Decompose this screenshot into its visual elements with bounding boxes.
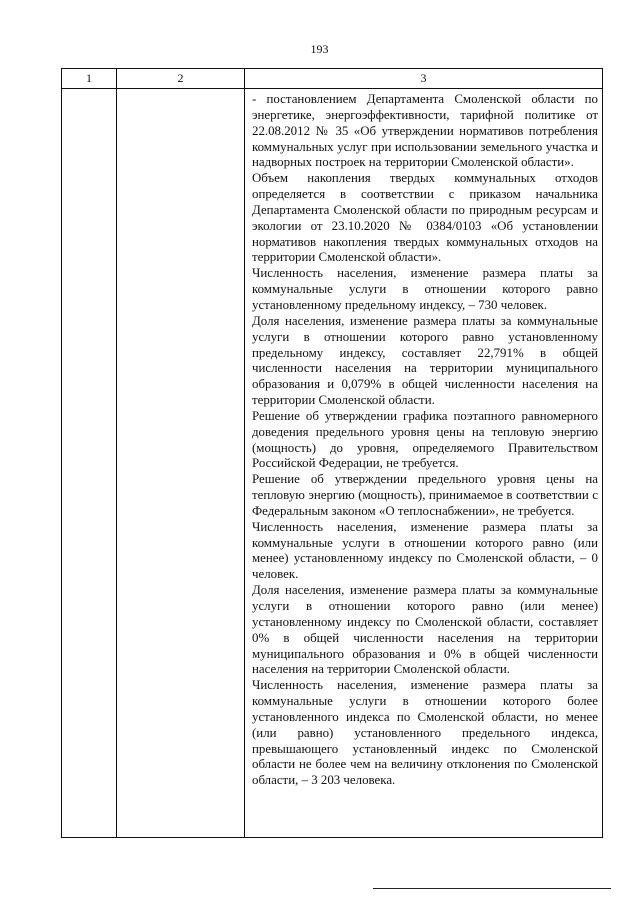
document-table (61, 68, 603, 838)
column-header-1: 1 (62, 69, 117, 89)
paragraph-share-below-index: Доля населения, изменение размера платы за коммунальные услуги в отношении которого равно (или менее) установленному индексу по Смоленской области, составляет 0% в общей численности населения на территории муниципального образования и 0% в общей численности населения на территории Смоленской области. (252, 583, 598, 677)
paragraph-share-equal-limit: Доля населения, изменение размера платы за коммунальные услуги в отношении которого равно установленному предельному индексу, составляет 22,791% в общей численности населения на территории муниципального образования и 0,079% в общей численности населения на территории Смоленской области. (252, 313, 598, 408)
page-number: 193 (310, 42, 329, 56)
column-2-cell (117, 89, 245, 838)
paragraph-waste-volume: Объем накопления твердых коммунальных отходов определяется в соответствии с приказом начальника Департамента Смоленской области по природным ресурсам и экологии от 23.10.2020 № 0384/0103 «Об установлении нормативов накопления твердых коммунальных отходов на территории Смоленской области». (252, 171, 598, 265)
footer-divider (373, 888, 611, 889)
column-3-cell (245, 89, 603, 838)
paragraph-population-below-index: Численность населения, изменение размера платы за коммунальные услуги в отношении которого равно (или менее) установленному индексу по Смоленской области, – 0 человек. (252, 519, 598, 582)
table-header-row (62, 69, 603, 89)
column-1-cell (62, 89, 117, 838)
paragraph-heat-price-limit: Решение об утверждении предельного уровня цены на тепловую энергию (мощность), принимаемое в соответствии с Федеральным законом «О теплоснабжении», не требуется. (252, 472, 598, 518)
paragraph-population-equal-limit: Численность населения, изменение размера платы за коммунальные услуги в отношении которого равно установленному предельному индексу, – 730 человек. (252, 266, 598, 312)
paragraph-heat-price-schedule: Решение об утверждении графика поэтапного равномерного доведения предельного уровня цены на тепловую энергию (мощность) до уровня, определяемого Правительством Российской Федерации, не требуется. (252, 408, 598, 471)
column-header-3: 3 (245, 69, 603, 89)
paragraph-population-above-index: Численность населения, изменение размера платы за коммунальные услуги в отношении которого более установленного индекса по Смоленской области, но менее (или равно) установленного предельного индекса, превышающего установленный индекс по Смоленской области не более чем на величину отклонения по Смоленской области, – 3 203 человека. (252, 678, 598, 788)
paragraph-resolution-reference: - постановлением Департамента Смоленской области по энергетике, энергоэффективности, тарифной политике от 22.08.2012 № 35 «Об утверждении нормативов потребления коммунальных услуг при использовании земельного участка и надворных построек на территории Смоленской области». (252, 92, 598, 170)
table-body-row (62, 89, 603, 838)
column-header-2: 2 (117, 69, 245, 89)
